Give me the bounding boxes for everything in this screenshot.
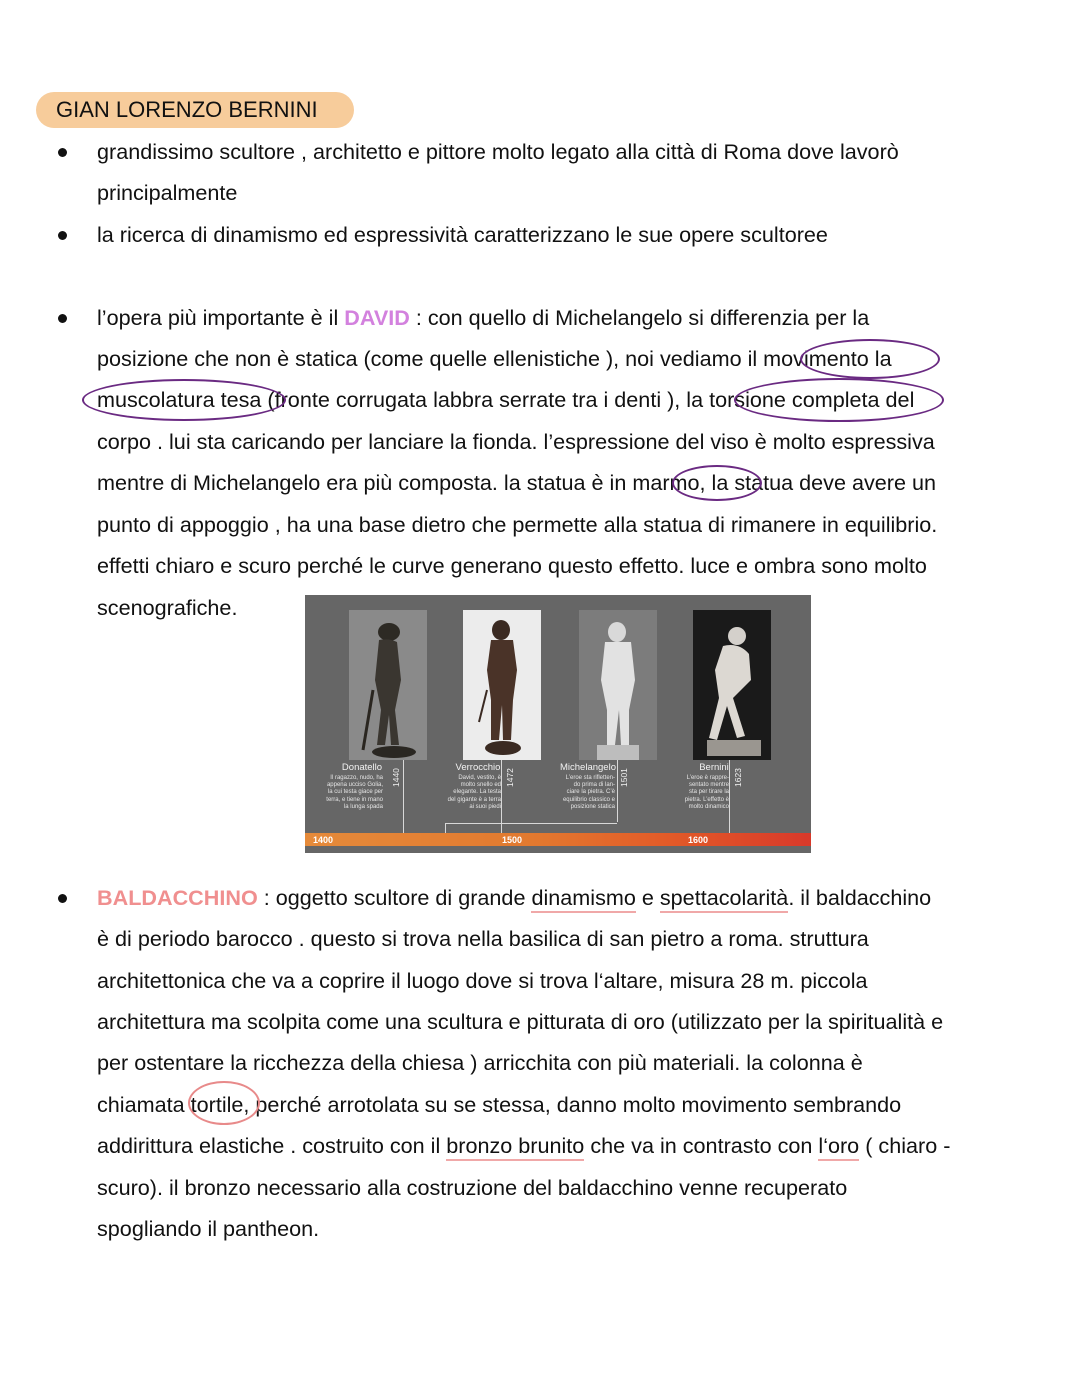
baldacchino-paragraph-line: è di periodo barocco . questo si trova nella basilica di san pietro a roma. struttura [97, 926, 869, 951]
desc-line: L’eroe è rappre- [686, 775, 729, 781]
desc-line: elegante. La testa [453, 789, 501, 796]
desc-line: David, vestito, è [458, 775, 501, 781]
david-paragraph-line: scenografiche. [97, 595, 238, 620]
desc-line: la cui testa giace per [327, 789, 383, 796]
text-span: : con quello di Michelangelo si differenzia per la [409, 305, 870, 330]
underlined-term: bronzo brunito [446, 1133, 584, 1161]
desc-line: equilibrio classico e [562, 796, 615, 803]
baldacchino-paragraph-line: per ostentare la ricchezza della chiesa ) arricchita con più materiali. la colonna è [97, 1050, 863, 1075]
desc-line: ciare la pietra. C’è [566, 789, 615, 796]
statue-description [431, 775, 501, 811]
statue-name: Verrocchio [455, 762, 501, 773]
statue-photo-bernini [693, 610, 771, 760]
desc-line: la lunga spada [343, 803, 383, 810]
circle-annotation-muscolatura [82, 379, 286, 421]
desc-line: do prima di lan- [573, 782, 615, 789]
text-line: grandissimo scultore , architetto e pittore molto legato alla città di Roma dove lavorò [97, 139, 899, 164]
statue-year: 1501 [619, 768, 629, 787]
statue-year: 1623 [733, 768, 743, 787]
timeline-label: 1500 [502, 835, 523, 845]
timeline-connector [617, 760, 618, 822]
desc-line: molto dinamico [688, 803, 729, 810]
david-paragraph-line: mentre di Michelangelo era più composta. la statua è in marmo, la statua deve avere un [97, 470, 937, 495]
statue-photo-donatello [349, 610, 427, 760]
baldacchino-paragraph-line: scuro). il bronzo necessario alla costruzione del baldacchino venne recuperato [97, 1175, 848, 1200]
timeline-label: 1400 [313, 835, 334, 845]
david-keyword: DAVID [344, 305, 410, 330]
bullet-marker [58, 148, 67, 157]
section-title: GIAN LORENZO BERNINI [36, 92, 354, 128]
bullet-marker [58, 231, 67, 240]
desc-line: ai suoi piedi [469, 803, 501, 810]
david-paragraph-line: posizione che non è statica (come quelle ellenistiche ), noi vediamo il movimento la [97, 346, 892, 371]
statue-photo-michelangelo [579, 610, 657, 760]
desc-line: terra, e tiene in mano [326, 796, 383, 803]
david-paragraph-line: punto di appoggio , ha una base dietro che permette alla statua di rimanere in equilibrio. [97, 512, 938, 537]
statue-photo-verrocchio [463, 610, 541, 760]
david-comparison-figure [305, 595, 811, 853]
desc-line: del gigante è a terra [447, 796, 501, 803]
circle-annotation-movimento [800, 339, 940, 379]
david-paragraph-line: corpo . lui sta caricando per lanciare la fionda. l’espressione del viso è molto espressiva [97, 429, 935, 454]
circle-annotation-torsione [734, 378, 944, 422]
statue-description [313, 775, 383, 811]
baldacchino-keyword: BALDACCHINO [97, 885, 258, 910]
timeline-connector [729, 760, 730, 833]
statue-name: Bernini [699, 762, 729, 773]
underlined-term: spettacolarità [660, 885, 788, 913]
statue-name: Donatello [341, 762, 383, 773]
david-paragraph-line: muscolatura tesa (fronte corrugata labbra serrate tra i denti ), la torsione completa del [97, 387, 915, 412]
desc-line: pietra. L’effetto è [684, 796, 729, 803]
statue-year: 1440 [391, 768, 401, 787]
circle-annotation-tortile [188, 1081, 260, 1125]
desc-line: Il ragazzo, nudo, ha [330, 775, 383, 781]
baldacchino-paragraph-line [97, 1132, 950, 1160]
bullet-marker [58, 894, 67, 903]
desc-line: posizione statica [570, 803, 615, 810]
text-span: che va in contrasto con [584, 1133, 819, 1158]
text-span: l’opera più importante è il [97, 305, 345, 330]
text-line: principalmente [97, 180, 238, 205]
david-paragraph-line [97, 304, 869, 332]
timeline-bar [305, 833, 811, 846]
baldacchino-paragraph-line: architettonica che va a coprire il luogo dove si trova l‘altare, misura 28 m. piccola [97, 968, 868, 993]
desc-line: molto snello ed [460, 782, 501, 789]
statue-year: 1472 [505, 768, 515, 787]
baldacchino-paragraph-line: spogliando il pantheon. [97, 1216, 320, 1241]
text-span: ( chiaro - [859, 1133, 951, 1158]
desc-line: sta per tirare la [688, 789, 729, 796]
baldacchino-paragraph-line [97, 884, 931, 912]
underlined-term: dinamismo [531, 885, 635, 913]
bullet-marker [58, 314, 67, 323]
circle-annotation-marmo [672, 465, 762, 501]
desc-line: appena ucciso Golia, [326, 782, 383, 789]
text-span: . il baldacchino [788, 885, 932, 910]
text-span: : oggetto scultore di grande [257, 885, 532, 910]
statue-description [545, 775, 615, 811]
text-span: addirittura elastiche . costruito con il [97, 1133, 447, 1158]
underlined-term: l‘oro [818, 1133, 859, 1161]
desc-line: sentato mentre [688, 782, 729, 789]
timeline-label: 1600 [688, 835, 709, 845]
timeline-connector [403, 760, 404, 833]
baldacchino-paragraph-line: chiamata tortile, perché arrotolata su se stessa, danno molto movimento sembrando [97, 1092, 902, 1117]
text-line: la ricerca di dinamismo ed espressività caratterizzano le sue opere scultoree [97, 222, 828, 247]
desc-line: L’eroe sta rifletten- [565, 775, 615, 781]
david-paragraph-line: effetti chiaro e scuro perché le curve generano questo effetto. luce e ombra sono molto [97, 553, 927, 578]
statue-description [659, 775, 729, 811]
statue-name: Michelangelo [560, 762, 616, 773]
baldacchino-paragraph-line: architettura ma scolpita come una scultura e pitturata di oro (utilizzato per la spiritualità e [97, 1009, 944, 1034]
timeline-connector [445, 823, 617, 824]
timeline-connector [445, 823, 446, 833]
text-span: e [635, 885, 660, 910]
